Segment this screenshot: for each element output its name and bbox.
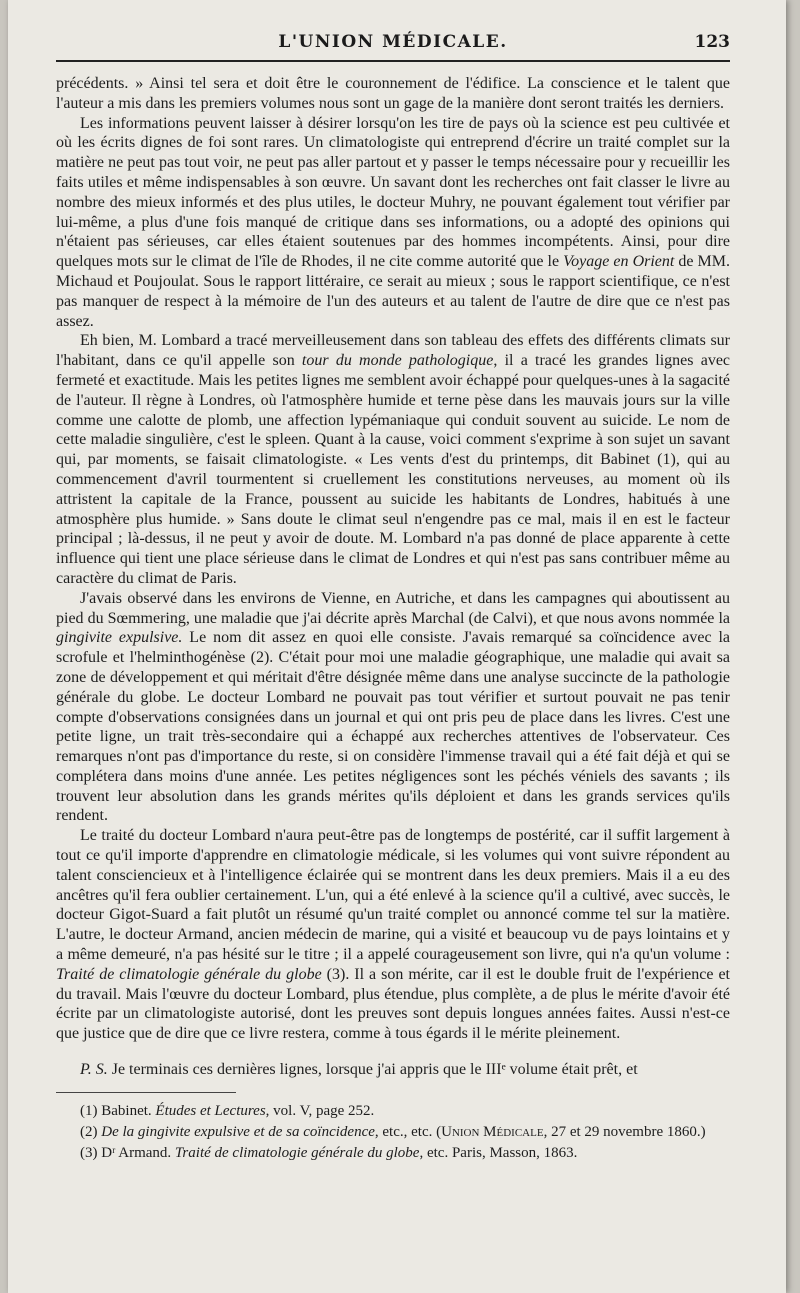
paragraph [56, 74, 730, 114]
footnote-text: (3) Dʳ Armand. [80, 1144, 175, 1161]
paragraph-text: , il a tracé les grandes lignes avec fermeté et exactitude. Mais les petites lignes me semblent avoir échappé pour quelques-unes à la sagacité de l'auteur. Il règne à Londres, où l'atmosphère humide et terne pèse dans les mauvais jours sur la ville comme une calotte de plomb, une affection lypémaniaque qui conduit souvent au suicide. Le nom de cette maladie singulière, c'est le spleen. Quant à la cause, voici comment s'exprime à son sujet un savant qui, par moments, se faisait climatologiste. « Les vents d'est du printemps, dit Babinet (1), qui au commencement d'avril tourmentent si cruellement les constitutions nerveuses, au moment où ils attristent la capitale de la France, poussent au suicide les habitants de Londres, habitués à une atmosphère plus humide. » Sans doute le climat seul n'engendre pas ce mal, mais il en est le facteur principal ; là-dessus, il ne peut y avoir de doute. M. Lombard n'a pas donné de place apparente à cette influence qui tient une place sérieuse dans le climat de Londres et qui n'est pas sans contribuer même au caractère du climat de Paris. [56, 352, 731, 587]
footnote [56, 1143, 730, 1164]
paragraph [56, 589, 730, 827]
footnote [56, 1122, 730, 1143]
footnote-italic: Traité de climatologie générale du globe [174, 1144, 420, 1161]
journal-title: L'UNION MÉDICALE. [278, 32, 508, 52]
footnote-divider [56, 1092, 236, 1093]
paragraph-text: (3). Il a son mérite, car il est le double fruit de l'expérience et du travail. Mais l'œuvre du docteur Lombard, plus étendue, plus complète, a de plus le mérite d'avoir été écrite par un climatologiste autorisé, dont les preuves sont depuis longues années faites. Aussi n'est-ce que justice que de dire que ce livre restera, comme à tous égards il le mérite pleinement. [56, 965, 731, 1043]
italic-term: gingivite expulsive. [56, 629, 183, 647]
footnote-text: , etc. Paris, Masson, 1863. [419, 1144, 578, 1161]
footnote-italic: Études et Lectures [155, 1102, 266, 1119]
paragraph-text: Eh bien, M. Lombard a tracé merveilleusement dans son tableau des effets des différents climats sur l'habitant, dans ce qu'il appelle son [56, 332, 730, 370]
italic-title: Voyage en Orient [563, 253, 675, 271]
footnote-text: , etc., etc. ( [374, 1123, 442, 1140]
paragraph [56, 114, 730, 332]
postscript-text: Je terminais ces dernières lignes, lorsque j'ai appris que le IIIᵉ volume était prêt, et [107, 1061, 638, 1079]
paragraph-text: de MM. Michaud et Poujoulat. Sous le rapport littéraire, ce serait au mieux ; sous le rapport scientifique, ce n'est pas manquer de respect à la mémoire de l'un des auteurs et au talent de l'autre de dire que ce n'est pas assez. [56, 253, 731, 330]
running-header [56, 30, 730, 62]
postscript-label: P. S. [80, 1061, 108, 1079]
footnote-text: , vol. V, page 252. [265, 1102, 375, 1119]
footnote-journal: Union Médicale [441, 1123, 544, 1140]
paragraph-text: Le traité du docteur Lombard n'aura peut-être pas de longtemps de postérité, car il suffit largement à tout ce qu'il importe d'apprendre en climatologie médicale, si les volumes qui vont suivre répondent au talent consciencieux et à l'intelligence éclairée qui se montrent dans les deux premiers. Mais il a eu des ancêtres qu'il fera oublier certainement. L'un, qui a été enlevé à la science qu'il a cultivé, avec succès, le docteur Gigot-Suard a fait plutôt un résumé qu'un traité complet ou annoncé comme tel sur la matière. L'autre, le docteur Armand, ancien médecin de marine, qui a visité et beaucoup vu de pays lointains et y a même demeuré, n'a pas hésité sur le titre ; il a appelé courageusement son livre, qui n'a qu'un volume : [56, 827, 730, 964]
footnote [56, 1101, 730, 1122]
journal-page [8, 0, 786, 1293]
paragraph-text: J'avais observé dans les environs de Vienne, en Autriche, et dans les campagnes qui aboutissent au pied du Sœmmering, une maladie que j'ai décrite après Marchal (de Calvi), et que nous avons nommée la [56, 589, 730, 627]
paragraph-text: Le nom dit assez en quoi elle consiste. J'avais remarqué sa coïncidence avec la scrofule et l'helminthogénèse (2). C'était pour moi une maladie géographique, une maladie qui avait sa zone de développement et qui méritait d'être désignée même dans une analyse succincte de la pathologie générale du globe. Le docteur Lombard ne pouvait pas tout vérifier et surtout pouvait ne pas tenir compte d'observations consignées dans un journal et qui ont pris peu de place dans les livres. C'est une petite ligne, un trait très-secondaire qui a échappé aux recherches attentives de l'observateur. Ces remarques n'ont pas d'importance du reste, si on considère l'immense travail qui a été fait déjà et qui se complétera dans moins d'une année. Les petites négligences sont les péchés véniels des savants ; ils trouvent leur absolution dans les grands mérites qu'ils déploient et dans les grands services qu'ils rendent. [56, 629, 730, 825]
paragraph-text: précédents. » Ainsi tel sera et doit être le couronnement de l'édifice. La conscience et le talent que l'auteur a mis dans les premiers volumes nous sont un gage de la manière dont seront traités les derniers. [56, 75, 730, 112]
footnote-text: , 27 et 29 novembre 1860.) [543, 1123, 706, 1140]
paragraph-text: Les informations peuvent laisser à désirer lorsqu'on les tire de pays où la science est peu cultivée et où les écrits dignes de foi sont rares. Un climatologiste qui entreprend d'écrire un traité complet sur la matière ne peut pas tout voir, ne peut pas aller partout et y passer le temps nécessaire pour y recueillir les faits utiles et même indispensables à son œuvre. Un savant dont les recherches ont fait classer le livre au nombre des mieux informés et des plus utiles, le docteur Muhry, ne pouvant également tout vérifier par lui-même, a plus d'une fois manqué de critique dans ses informations, ou a adopté des opinions qui n'étaient pas sérieuses, car elles étaient soutenues par des hommes incompétents. Ainsi, pour dire quelques mots sur le climat de l'île de Rhodes, il ne cite comme autorité que le [56, 114, 730, 271]
postscript [56, 1060, 730, 1080]
italic-title: Traité de climatologie générale du globe [56, 965, 322, 983]
page-number: 123 [694, 32, 730, 52]
paragraph [56, 331, 730, 588]
footnote-italic: De la gingivite expulsive et de sa coïncidence [101, 1123, 375, 1140]
footnote-text: (2) [80, 1123, 102, 1140]
footnote-text: (1) Babinet. [80, 1102, 156, 1119]
italic-term: tour du monde pathologique [301, 352, 494, 370]
article-body [56, 74, 730, 1164]
paragraph [56, 826, 730, 1044]
